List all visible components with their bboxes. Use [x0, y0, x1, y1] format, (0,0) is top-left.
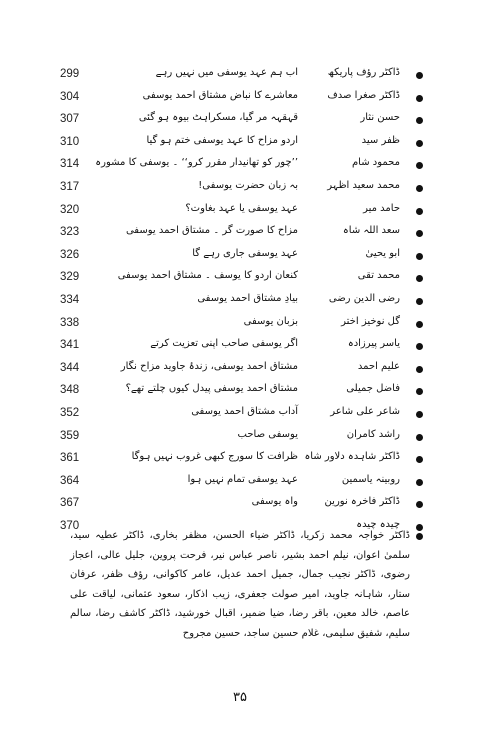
toc-entry	[0, 134, 480, 157]
toc-entry	[0, 360, 480, 383]
toc-author: محمود شام	[351, 157, 400, 169]
toc-bullet	[416, 185, 423, 192]
toc-page-number: 364	[60, 474, 80, 487]
toc-bullet	[416, 343, 423, 350]
toc-author: ڈاکٹر فاخرہ نورین	[324, 496, 400, 508]
toc-title: یوسفی صاحب	[237, 428, 298, 440]
toc-entry	[0, 428, 480, 451]
toc-entry	[0, 450, 480, 473]
toc-title: اگر یوسفی صاحب اپنی تعزیت کرتے	[150, 338, 298, 350]
toc-bullet	[416, 72, 423, 79]
toc-page-number: 317	[60, 181, 80, 193]
toc-page-number: 329	[60, 271, 80, 284]
toc-author: حسن نثار	[360, 112, 400, 124]
toc-bullet	[416, 140, 423, 147]
toc-bullet	[416, 95, 423, 102]
toc-entry	[0, 111, 480, 134]
toc-bullet	[416, 162, 423, 169]
contributors-paragraph: ڈاکٹر خواجہ محمد زکریا، ڈاکٹر ضیاء الحسن، مظفر بخاری، ڈاکٹر عطیہ سید، سلمیٰ اعوان، نیلم احمد بشیر، ناصر عباس نیر، فرحت پروین، جلیل عالی، اعجاز رضوی، ڈاکٹر نجیب جمال، جمیل احمد عدیل، عامر کاکوانی، رؤف ظفر، عرفان ستار، شاہانہ جاوید، امیر صولت جعفری، زیب اذکار، سعود عثمانی، لیاقت علی عاصم، خالد معین، باقر رضا، ضیا ضمیر، اقبال خورشید، ڈاکٹر کاشف رضا، سالم سلیم، شفیق سلیمی، غلام حسین ساجد، حسین مجروح	[70, 530, 410, 639]
toc-title: ’’چور کو تھانیدار مقرر کرو‘‘ ۔ یوسفی کا مشورہ	[95, 157, 298, 169]
toc-page-number: 348	[60, 384, 80, 397]
toc-page-number: 344	[60, 361, 80, 374]
toc-author: سعد اللہ شاہ	[342, 225, 400, 237]
toc-entry	[0, 337, 480, 360]
toc-entry	[0, 315, 480, 338]
toc-title: مشتاق احمد یوسفی، زندۂ جاوید مزاح نگار	[120, 360, 298, 372]
toc-page-number: 341	[60, 339, 80, 352]
toc-author: یاسر پیرزادہ	[347, 338, 400, 350]
toc-bullet	[416, 117, 423, 124]
toc-bullet	[416, 208, 423, 215]
toc-title: عہد یوسفی تمام نہیں ہوا	[187, 473, 298, 485]
toc-page-number: 352	[60, 407, 80, 419]
toc-title: معاشرے کا نباض مشتاق احمد یوسفی	[142, 89, 298, 101]
toc-title: بزبان یوسفی	[243, 315, 298, 327]
toc-entry	[0, 473, 480, 496]
toc-title: عہد یوسفی یا عہد بغاوت؟	[185, 202, 298, 214]
toc-title: آداب مشتاق احمد یوسفی	[191, 406, 298, 417]
paragraph-bullet	[416, 533, 423, 540]
toc-title: عہد یوسفی جاری رہے گا	[192, 247, 298, 259]
toc-bullet	[416, 321, 423, 328]
toc-author: حامد میر	[363, 202, 400, 214]
toc-author: رضی الدین رضی	[328, 293, 400, 304]
toc-title: مشتاق احمد یوسفی پیدل کیوں چلتے تھے؟	[125, 383, 298, 395]
toc-entry	[0, 179, 480, 202]
toc-entry	[0, 202, 480, 225]
toc-title: اردو مزاح کا عہد یوسفی ختم ہو گیا	[146, 134, 298, 146]
toc-page-number: 338	[60, 316, 80, 329]
toc-page-number: 361	[60, 452, 80, 465]
toc-bullet	[416, 230, 423, 237]
toc-entry	[0, 247, 480, 270]
toc-title: واہ یوسفی	[251, 496, 298, 508]
toc-author: شاعر علی شاعر	[330, 406, 400, 417]
toc-title: بیادِ مشتاق احمد یوسفی	[197, 293, 298, 304]
toc-title: بہ زبان حضرت یوسفی!	[198, 180, 298, 191]
page-number: ۳۵	[233, 690, 247, 705]
toc-author: فاضل جمیلی	[346, 383, 400, 395]
toc-bullet	[416, 388, 423, 395]
toc-entry	[0, 269, 480, 292]
toc-page-number: 299	[60, 68, 80, 80]
toc-entry	[0, 405, 480, 428]
toc-author: گل نوخیز اختر	[341, 315, 400, 327]
toc-entry	[0, 495, 480, 518]
toc-page-number: 367	[60, 497, 80, 510]
toc-bullet	[416, 298, 423, 305]
toc-title: کنعان اردو کا یوسف ۔ مشتاق احمد یوسفی	[117, 270, 298, 282]
toc-page-number: 310	[60, 135, 80, 148]
toc-entry	[0, 156, 480, 179]
toc-bullet	[416, 275, 423, 282]
toc-author: ڈاکٹر صغرا صدف	[327, 89, 400, 101]
toc-bullet	[416, 501, 423, 508]
toc-author: چیدہ چیدہ	[356, 519, 400, 530]
toc-title: اب ہم عہد یوسفی میں نہیں رہے	[155, 67, 298, 78]
toc-entry	[0, 292, 480, 315]
toc-entry	[0, 89, 480, 112]
toc-page-number: 304	[60, 90, 80, 103]
toc-page-number: 320	[60, 203, 80, 216]
toc-title: مزاح کا صورت گر ۔ مشتاق احمد یوسفی	[125, 225, 298, 237]
toc-bullet	[416, 456, 423, 463]
toc-author: ظفر سید	[361, 134, 400, 146]
toc-author: محمد سعید اظہر	[327, 180, 400, 191]
toc-page-number: 359	[60, 429, 80, 442]
toc-entry	[0, 224, 480, 247]
toc-page-number: 307	[60, 113, 80, 126]
toc-entry	[0, 66, 480, 89]
toc-title: قہقہہ مر گیا، مسکراہٹ بیوہ ہو گئی	[138, 112, 298, 124]
toc-page-number: 323	[60, 226, 80, 239]
toc-page-number: 334	[60, 294, 80, 306]
toc-bullet	[416, 434, 423, 441]
toc-bullet	[416, 411, 423, 418]
toc-page-number: 314	[60, 158, 80, 171]
toc-author: علیم احمد	[357, 360, 400, 372]
toc-author: ڈاکٹر رؤف پاریکھ	[327, 67, 400, 78]
toc-title: ظرافت کا سورج کبھی غروب نہیں ہوگا	[131, 451, 298, 463]
toc-entry	[0, 382, 480, 405]
toc-bullet	[416, 253, 423, 260]
toc-bullet	[416, 479, 423, 486]
toc-author: روبینہ یاسمین	[341, 473, 400, 485]
toc-author: راشد کامران	[346, 428, 400, 440]
toc-page-number: 326	[60, 248, 80, 261]
toc-page-number: 370	[60, 520, 80, 532]
toc-author: محمد تقی	[357, 270, 400, 282]
toc-author: ڈاکٹر شاہدہ دلاور شاہ	[304, 451, 400, 463]
toc-bullet	[416, 366, 423, 373]
toc-author: ابو یحییٰ	[365, 247, 400, 259]
toc-bullet	[416, 524, 423, 531]
